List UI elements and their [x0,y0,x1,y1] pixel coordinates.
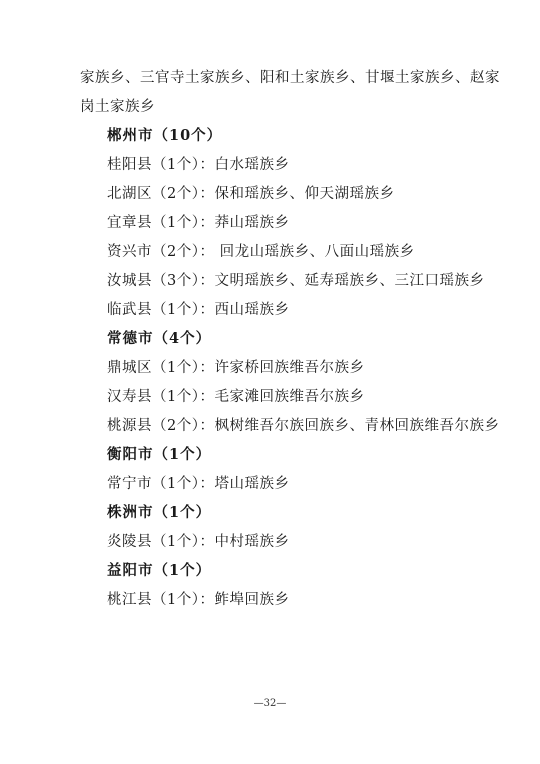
section-heading-yiyang: 益阳市（1个） [107,562,212,579]
section-heading-zhuzhou: 株洲市（1个） [107,504,212,521]
list-item: 桃源县（2个）：枫树维吾尔族回族乡、青林回族维吾尔族乡 [107,418,500,434]
list-item: 鼎城区（1个）：许家桥回族维吾尔族乡 [107,360,365,376]
section-heading-chenzhou: 郴州市（10个） [107,127,223,144]
list-item: 桃江县（1个）：鲊埠回族乡 [107,592,290,608]
list-item: 常宁市（1个）：塔山瑶族乡 [107,476,290,492]
intro-line-2: 岗土家族乡 [80,99,155,115]
list-item: 北湖区（2个）：保和瑶族乡、仰天湖瑶族乡 [107,186,395,202]
section-heading-hengyang: 衡阳市（1个） [107,446,212,463]
list-item: 临武县（1个）：西山瑶族乡 [107,302,290,318]
list-item: 资兴市（2个）： 回龙山瑶族乡、八面山瑶族乡 [107,244,415,260]
page-number: —32— [253,698,287,709]
section-heading-changde: 常德市（4个） [107,330,212,347]
list-item: 炎陵县（1个）：中村瑶族乡 [107,534,290,550]
intro-line-1: 家族乡、三官寺土家族乡、阳和土家族乡、甘堰土家族乡、赵家 [80,70,500,86]
list-item: 汉寿县（1个）：毛家滩回族维吾尔族乡 [107,389,365,405]
list-item: 桂阳县（1个）：白水瑶族乡 [107,157,290,173]
list-item: 汝城县（3个）：文明瑶族乡、延寿瑶族乡、三江口瑶族乡 [107,273,485,289]
list-item: 宜章县（1个）：莽山瑶族乡 [107,215,290,231]
